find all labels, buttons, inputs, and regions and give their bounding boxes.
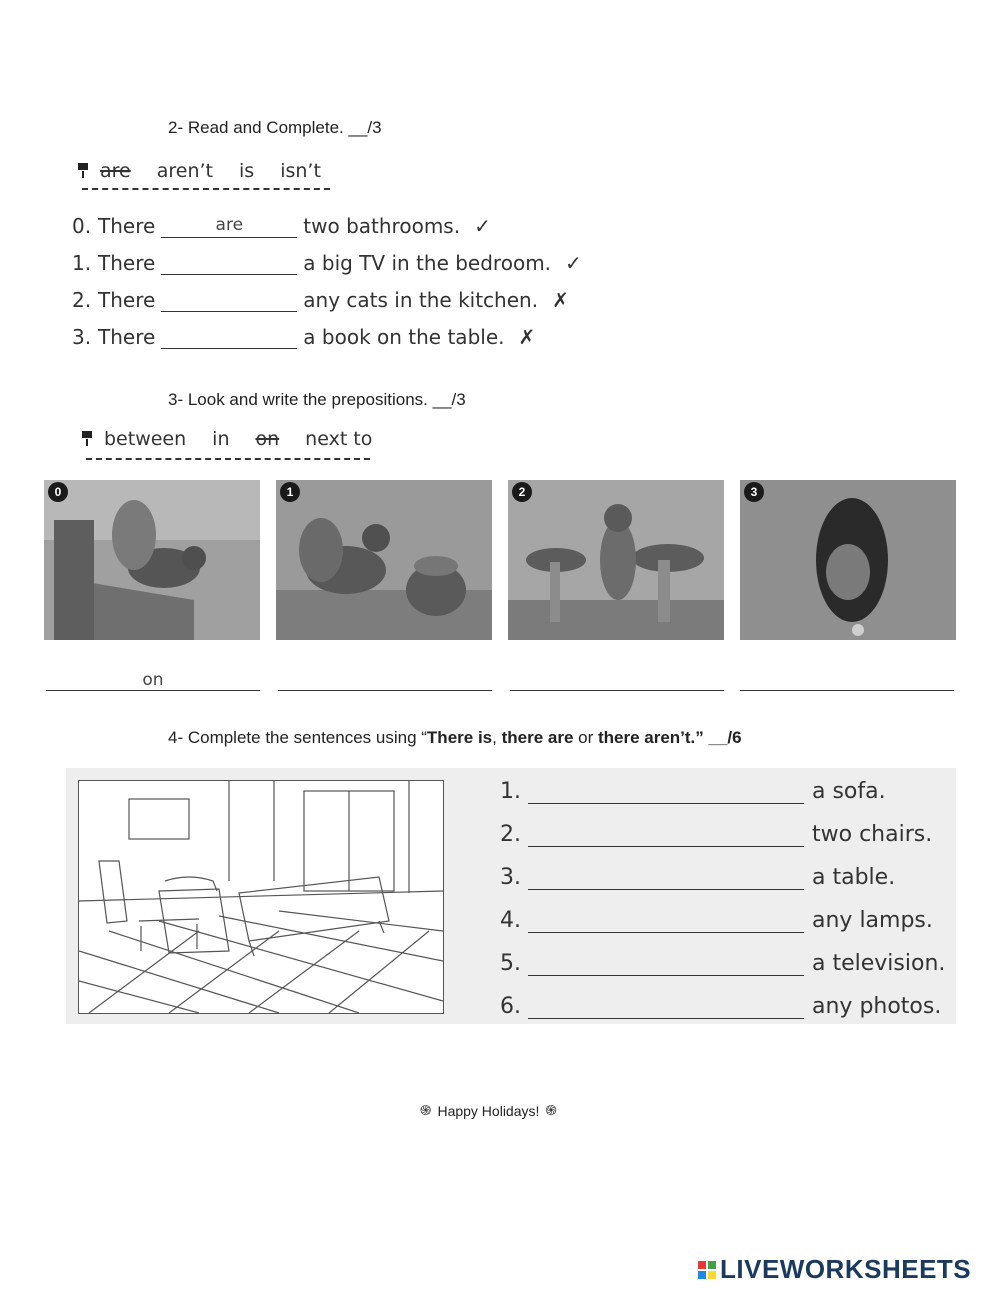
squirrel-photo-in-tree	[740, 480, 956, 640]
word-bank-item: isn’t	[280, 160, 321, 182]
sentence-prefix: There	[98, 214, 156, 238]
swirl-icon: ֍	[545, 1102, 557, 1118]
line-rest: a table.	[812, 865, 896, 890]
logo-icon	[698, 1261, 716, 1279]
section3-word-bank	[82, 428, 398, 450]
line-number: 6.	[500, 994, 521, 1019]
word-bank-item: is	[239, 160, 255, 182]
picture-badge: 1	[280, 482, 300, 502]
heading-text: ,	[492, 728, 502, 747]
sentence-line	[500, 901, 933, 933]
preposition-answer-field[interactable]	[740, 670, 954, 691]
logo-text: LIVEWORKSHEETS	[720, 1254, 972, 1284]
logo-square	[708, 1261, 716, 1269]
heading-text: or	[573, 728, 598, 747]
preposition-answer-field[interactable]	[510, 670, 724, 691]
line-number: 3.	[500, 865, 521, 890]
sentence-row	[72, 319, 582, 349]
answer-field[interactable]	[161, 252, 297, 275]
section4-heading	[168, 728, 742, 748]
sentence-line	[500, 987, 941, 1019]
heading-score: __/6	[703, 728, 742, 747]
word-bank-divider	[82, 188, 330, 190]
sentence-rest: a book on the table.	[303, 325, 505, 349]
line-number: 1.	[500, 779, 521, 804]
heading-text: 4- Complete the sentences using “	[168, 728, 427, 747]
sentence-row	[72, 245, 582, 275]
sentence-prefix: There	[98, 288, 156, 312]
liveworksheets-logo	[698, 1254, 971, 1285]
sentence-rest: two bathrooms.	[303, 214, 461, 238]
sentence-rest: any cats in the kitchen.	[303, 288, 539, 312]
answer-field[interactable]	[528, 779, 804, 804]
living-room-illustration	[78, 780, 444, 1014]
sentence-number: 2.	[72, 288, 92, 312]
sentence-line	[500, 858, 895, 890]
pen-icon	[82, 431, 92, 447]
answer-field[interactable]: are	[161, 215, 297, 238]
answer-field[interactable]	[161, 326, 297, 349]
logo-square	[698, 1271, 706, 1279]
section2-sentences	[72, 208, 582, 349]
answer-field[interactable]	[528, 908, 804, 933]
answer-field[interactable]	[528, 865, 804, 890]
line-rest: any lamps.	[812, 908, 933, 933]
logo-square	[698, 1261, 706, 1269]
picture-badge: 2	[512, 482, 532, 502]
answer-field[interactable]	[528, 994, 804, 1019]
check-icon: ✓	[474, 214, 491, 238]
line-number: 4.	[500, 908, 521, 933]
answer-field[interactable]	[528, 951, 804, 976]
heading-bold: there aren’t.”	[597, 728, 704, 747]
word-bank-divider	[86, 458, 370, 460]
check-icon: ✓	[565, 251, 582, 275]
line-number: 5.	[500, 951, 521, 976]
cross-icon: ✗	[552, 288, 569, 312]
cross-icon: ✗	[518, 325, 536, 349]
sentence-line	[500, 815, 932, 847]
sentence-number: 0.	[72, 214, 92, 238]
line-rest: a sofa.	[812, 779, 886, 804]
squirrel-photo-next-to	[276, 480, 492, 640]
heading-bold: there are	[501, 728, 574, 747]
picture-badge: 3	[744, 482, 764, 502]
line-number: 2.	[500, 822, 521, 847]
sentence-prefix: There	[98, 325, 156, 349]
line-rest: two chairs.	[812, 822, 933, 847]
sentence-number: 3.	[72, 325, 92, 349]
logo-square	[708, 1271, 716, 1279]
word-bank-item: aren’t	[156, 160, 213, 182]
line-rest: any photos.	[812, 994, 942, 1019]
answer-field[interactable]	[528, 822, 804, 847]
squirrel-photo-between	[508, 480, 724, 640]
footer	[420, 1101, 557, 1120]
sentence-row	[72, 282, 582, 312]
sentence-line	[500, 772, 886, 804]
word-bank-item: next to	[305, 428, 373, 450]
pen-icon	[78, 163, 88, 179]
heading-bold: There is	[426, 728, 493, 747]
word-bank-item: on	[255, 428, 280, 450]
section2-word-bank	[78, 160, 347, 182]
section2-heading: 2- Read and Complete. __/3	[168, 118, 382, 137]
sentence-prefix: There	[98, 251, 156, 275]
sentence-number: 1.	[72, 251, 92, 275]
section3-heading: 3- Look and write the prepositions. __/3	[168, 390, 466, 409]
word-bank-item: between	[104, 428, 187, 450]
line-rest: a television.	[812, 951, 946, 976]
word-bank-item: in	[212, 428, 230, 450]
sentence-line	[500, 944, 945, 976]
footer-text: Happy Holidays!	[437, 1102, 540, 1119]
preposition-answer-field[interactable]	[278, 670, 492, 691]
preposition-answer-field[interactable]: on	[46, 670, 260, 691]
squirrel-photo-on-box	[44, 480, 260, 640]
sentence-row	[72, 208, 582, 238]
sentence-rest: a big TV in the bedroom.	[303, 251, 552, 275]
word-bank-item: are	[100, 160, 131, 182]
answer-field[interactable]	[161, 289, 297, 312]
swirl-icon: ֍	[420, 1102, 432, 1118]
picture-badge: 0	[48, 482, 68, 502]
